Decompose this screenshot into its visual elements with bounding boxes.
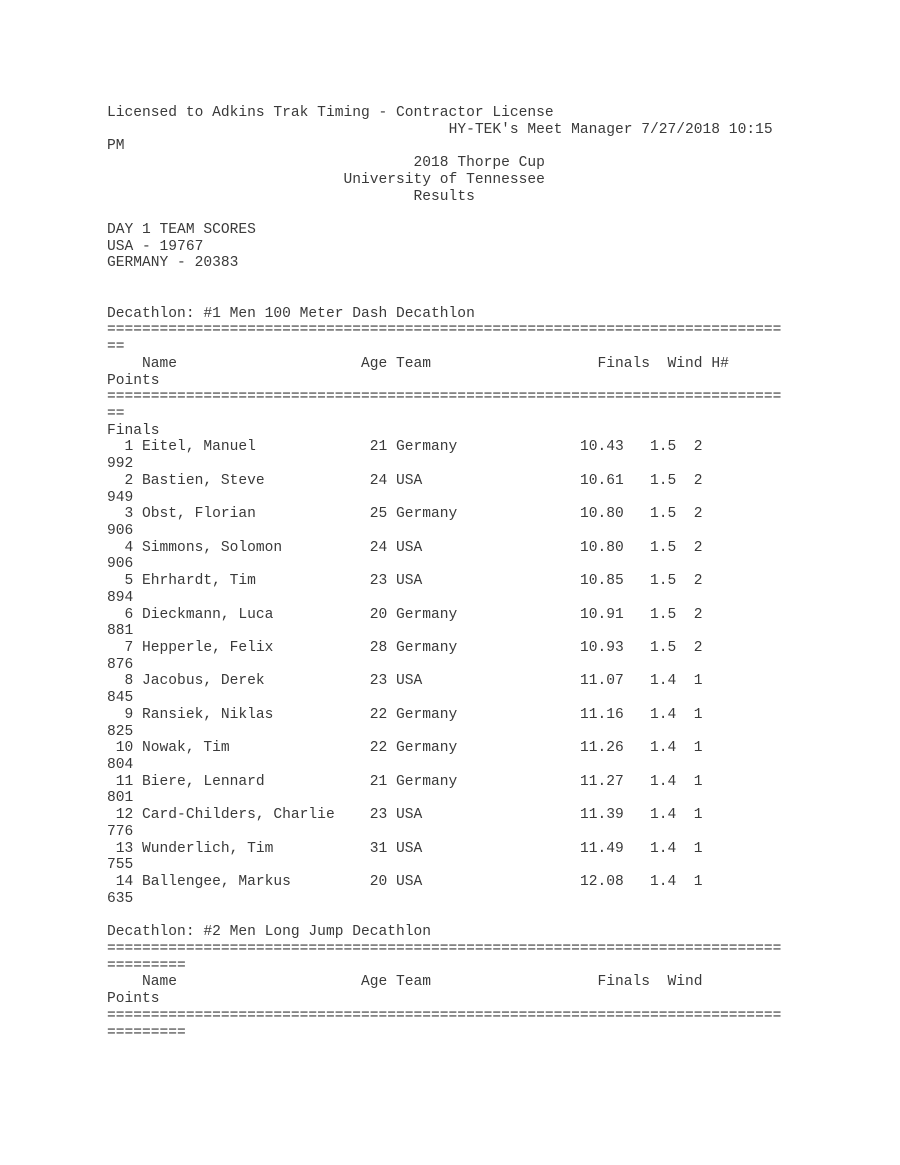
athlete-name: Jacobus, Derek bbox=[142, 673, 370, 690]
rule-line-wrap: ========= bbox=[107, 1024, 186, 1041]
place: 3 bbox=[107, 506, 143, 523]
indent bbox=[107, 155, 414, 171]
col-name: Name bbox=[142, 355, 178, 372]
finals-mark: 11.26 bbox=[579, 740, 650, 757]
indent bbox=[107, 189, 414, 205]
finals-mark: 12.08 bbox=[579, 874, 650, 891]
wind: 1.4 bbox=[650, 807, 694, 824]
event-title: Decathlon: #1 Men 100 Meter Dash Decathlon bbox=[107, 305, 475, 322]
wind: 1.4 bbox=[650, 673, 694, 690]
rule-line-wrap: == bbox=[107, 405, 125, 422]
heat: 2 bbox=[693, 439, 703, 456]
points-value: 635 bbox=[107, 890, 134, 907]
wind: 1.4 bbox=[650, 740, 694, 757]
points-value: 845 bbox=[107, 690, 134, 707]
finals-mark: 10.43 bbox=[579, 439, 650, 456]
finals-mark: 10.85 bbox=[579, 573, 650, 590]
venue-text: University of Tennessee bbox=[343, 171, 545, 188]
event-title: Decathlon: #2 Men Long Jump Decathlon bbox=[107, 924, 432, 941]
heat: 2 bbox=[693, 472, 703, 489]
heat: 1 bbox=[693, 840, 703, 857]
col-finals: Finals bbox=[597, 974, 651, 991]
heat: 1 bbox=[693, 740, 703, 757]
wind: 1.5 bbox=[650, 640, 694, 656]
col-name: Name bbox=[142, 974, 178, 991]
team: USA bbox=[396, 807, 580, 824]
age: 28 bbox=[369, 640, 397, 656]
col-age: Age bbox=[360, 974, 388, 991]
wind: 1.4 bbox=[650, 706, 694, 723]
age: 20 bbox=[369, 874, 397, 891]
meet-name bbox=[107, 155, 781, 172]
finals-mark: 11.27 bbox=[579, 773, 650, 790]
athlete-name: Card-Childers, Charlie bbox=[142, 807, 370, 824]
place: 13 bbox=[107, 840, 143, 857]
software-line-wrap: PM bbox=[107, 138, 125, 155]
table-row bbox=[107, 774, 781, 791]
col-heat: H# bbox=[711, 355, 729, 372]
wind: 1.5 bbox=[650, 606, 694, 623]
column-header bbox=[107, 974, 781, 991]
age: 22 bbox=[369, 740, 397, 757]
athlete-name: Eitel, Manuel bbox=[142, 439, 370, 456]
place: 9 bbox=[107, 706, 143, 723]
finals-mark: 10.80 bbox=[579, 539, 650, 556]
wind: 1.4 bbox=[650, 773, 694, 790]
athlete-name: Hepperle, Felix bbox=[142, 640, 370, 656]
place: 2 bbox=[107, 472, 143, 489]
table-row bbox=[107, 640, 781, 657]
athlete-name: Wunderlich, Tim bbox=[142, 840, 370, 857]
team: USA bbox=[396, 874, 580, 891]
venue bbox=[107, 172, 781, 189]
table-row bbox=[107, 573, 781, 590]
points-value: 949 bbox=[107, 489, 134, 506]
finals-mark: 11.49 bbox=[579, 840, 650, 857]
points-value: 801 bbox=[107, 790, 134, 807]
place: 12 bbox=[107, 807, 143, 824]
team: USA bbox=[396, 573, 580, 590]
athlete-name: Simmons, Solomon bbox=[142, 539, 370, 556]
points-value: 825 bbox=[107, 723, 134, 740]
team: USA bbox=[396, 539, 580, 556]
points-value: 876 bbox=[107, 656, 134, 673]
team: Germany bbox=[396, 640, 580, 656]
finals-mark: 10.80 bbox=[579, 506, 650, 523]
indent bbox=[107, 172, 343, 188]
age: 24 bbox=[369, 472, 397, 489]
heat: 1 bbox=[693, 874, 703, 891]
blank-line bbox=[107, 205, 781, 222]
team: USA bbox=[396, 472, 580, 489]
rule-line-wrap: == bbox=[107, 339, 125, 356]
age: 22 bbox=[369, 706, 397, 723]
table-row bbox=[107, 540, 781, 557]
points-value: 906 bbox=[107, 556, 134, 573]
column-header-wrap: Points bbox=[107, 991, 160, 1008]
points-value: 804 bbox=[107, 757, 134, 774]
rule-line: ============================================================================= bbox=[107, 322, 782, 339]
software-line bbox=[107, 122, 781, 139]
table-row bbox=[107, 673, 781, 690]
team: Germany bbox=[396, 706, 580, 723]
table-row bbox=[107, 740, 781, 757]
col-age: Age bbox=[360, 355, 388, 372]
heat: 2 bbox=[693, 539, 703, 556]
table-row bbox=[107, 473, 781, 490]
table-row bbox=[107, 807, 781, 824]
wind: 1.5 bbox=[650, 472, 694, 489]
place: 6 bbox=[107, 606, 143, 623]
col-wind: Wind bbox=[667, 355, 703, 372]
wind: 1.5 bbox=[650, 439, 694, 456]
column-header bbox=[107, 356, 781, 373]
age: 21 bbox=[369, 439, 397, 456]
place: 5 bbox=[107, 573, 143, 590]
place: 7 bbox=[107, 640, 143, 656]
heat: 1 bbox=[693, 807, 703, 824]
blank-line bbox=[107, 908, 781, 925]
place: 8 bbox=[107, 673, 143, 690]
athlete-name: Obst, Florian bbox=[142, 506, 370, 523]
age: 23 bbox=[369, 573, 397, 590]
col-finals: Finals bbox=[597, 355, 651, 372]
place: 10 bbox=[107, 740, 143, 757]
indent bbox=[107, 122, 449, 138]
place: 14 bbox=[107, 874, 143, 891]
team: Germany bbox=[396, 506, 580, 523]
athlete-name: Nowak, Tim bbox=[142, 740, 370, 757]
section-label: Finals bbox=[107, 422, 160, 439]
table-row bbox=[107, 841, 781, 858]
age: 21 bbox=[369, 773, 397, 790]
finals-mark: 11.07 bbox=[579, 673, 650, 690]
finals-mark: 10.91 bbox=[579, 606, 650, 623]
heat: 1 bbox=[693, 706, 703, 723]
blank-line bbox=[107, 272, 781, 289]
wind: 1.5 bbox=[650, 506, 694, 523]
blank-line bbox=[107, 289, 781, 306]
col-wind: Wind bbox=[667, 974, 703, 991]
table-row bbox=[107, 607, 781, 624]
finals-mark: 11.16 bbox=[579, 706, 650, 723]
wind: 1.5 bbox=[650, 539, 694, 556]
doc-type bbox=[107, 189, 781, 206]
doc-type-text: Results bbox=[413, 188, 475, 205]
wind: 1.5 bbox=[650, 573, 694, 590]
points-value: 906 bbox=[107, 522, 134, 539]
col-team: Team bbox=[396, 355, 432, 372]
athlete-name: Ehrhardt, Tim bbox=[142, 573, 370, 590]
points-value: 776 bbox=[107, 823, 134, 840]
athlete-name: Biere, Lennard bbox=[142, 773, 370, 790]
place: 11 bbox=[107, 773, 143, 790]
team: Germany bbox=[396, 773, 580, 790]
heat: 2 bbox=[693, 573, 703, 590]
athlete-name: Bastien, Steve bbox=[142, 472, 370, 489]
table-row bbox=[107, 506, 781, 523]
wind: 1.4 bbox=[650, 874, 694, 891]
column-header-wrap: Points bbox=[107, 372, 160, 389]
points-value: 881 bbox=[107, 623, 134, 640]
rule-line: ============================================================================= bbox=[107, 389, 782, 406]
finals-mark: 10.93 bbox=[579, 640, 650, 656]
col-team: Team bbox=[396, 974, 432, 991]
team: Germany bbox=[396, 606, 580, 623]
table-row bbox=[107, 874, 781, 891]
heat: 2 bbox=[693, 606, 703, 623]
rule-line: ============================================================================= bbox=[107, 1007, 782, 1024]
results-table bbox=[107, 439, 781, 907]
team: USA bbox=[396, 673, 580, 690]
age: 23 bbox=[369, 807, 397, 824]
heat: 2 bbox=[693, 640, 703, 656]
heat: 2 bbox=[693, 506, 703, 523]
team: Germany bbox=[396, 439, 580, 456]
table-row bbox=[107, 439, 781, 456]
age: 25 bbox=[369, 506, 397, 523]
finals-mark: 11.39 bbox=[579, 807, 650, 824]
team: USA bbox=[396, 840, 580, 857]
wind: 1.4 bbox=[650, 840, 694, 857]
age: 20 bbox=[369, 606, 397, 623]
team-score-germany: GERMANY - 20383 bbox=[107, 255, 239, 272]
heat: 1 bbox=[693, 773, 703, 790]
software-timestamp: HY-TEK's Meet Manager 7/27/2018 10:15 bbox=[448, 121, 773, 138]
team-scores-title: DAY 1 TEAM SCORES bbox=[107, 222, 256, 239]
place: 4 bbox=[107, 539, 143, 556]
rule-line-wrap: ========= bbox=[107, 957, 186, 974]
table-row bbox=[107, 707, 781, 724]
athlete-name: Dieckmann, Luca bbox=[142, 606, 370, 623]
age: 23 bbox=[369, 673, 397, 690]
age: 24 bbox=[369, 539, 397, 556]
rule-line: ============================================================================= bbox=[107, 940, 782, 957]
age: 31 bbox=[369, 840, 397, 857]
results-document bbox=[107, 105, 781, 1041]
team-score-usa: USA - 19767 bbox=[107, 238, 204, 255]
meet-name-text: 2018 Thorpe Cup bbox=[413, 155, 545, 172]
points-value: 894 bbox=[107, 589, 134, 606]
license-line: Licensed to Adkins Trak Timing - Contractor License bbox=[107, 105, 554, 121]
place: 1 bbox=[107, 439, 143, 456]
team: Germany bbox=[396, 740, 580, 757]
points-value: 992 bbox=[107, 456, 134, 473]
athlete-name: Ransiek, Niklas bbox=[142, 706, 370, 723]
athlete-name: Ballengee, Markus bbox=[142, 874, 370, 891]
finals-mark: 10.61 bbox=[579, 472, 650, 489]
points-value: 755 bbox=[107, 857, 134, 874]
heat: 1 bbox=[693, 673, 703, 690]
